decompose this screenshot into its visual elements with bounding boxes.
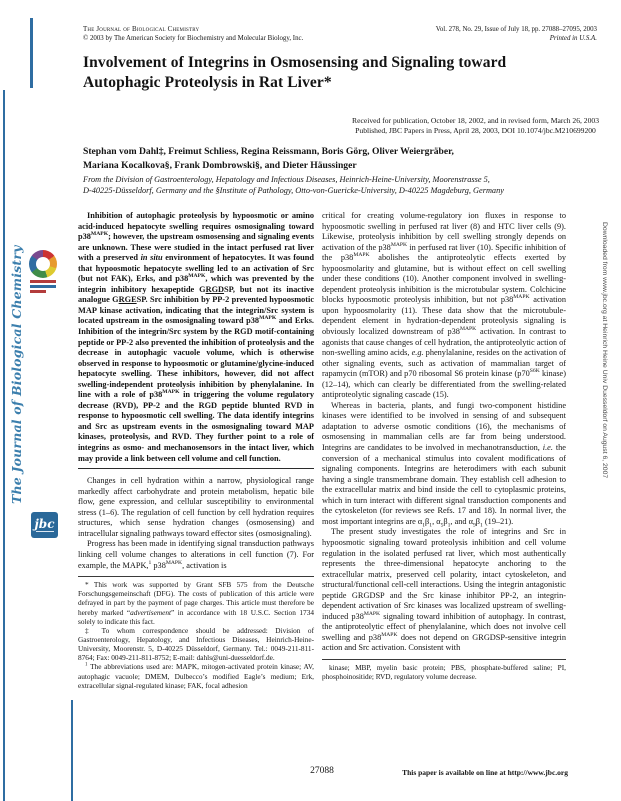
body-paragraph-3: The present study investigates the role of integrins and Src in hypoosmotic signaling toward proteolysis inhibition and cell volume regulation in the isolated perfused rat liver, which most authentically represents the three-dimensional hepatocyte anchoring to the extracellular matrix, preserved cell polarity, intact cytoskeleton, and structural/functional cell-cell interactions. Using the integrin antagonistic peptide GRGDSP and the Src kinase inhibitor PP-2, an integrin-dependent activation of Src kinases was localized upstream of swelling-induced $p38^{MAPK}$ signaling toward inhibition of autophagy. In contrast, the antiproteolytic effect of phenylalanine, which does not involve cell swelling and $p38^{MAPK}$ does not depend on GRGDSP-sensitive integrin action and Src activation. Consistent with bbox=[322, 527, 566, 653]
download-note: Downloaded from www.jbc.org at Heinrich Heine Univ Duesseldorf on August 6, 2007 bbox=[601, 222, 608, 479]
page-number: 27088 bbox=[310, 766, 334, 776]
left-margin-rule bbox=[3, 90, 5, 801]
jbc-logo bbox=[31, 512, 58, 538]
footnote-divider-rule bbox=[78, 576, 314, 577]
body-paragraph-1: critical for creating volume-regulatory ion fluxes in response to hypoosmotic swelling in perfused rat liver (8) and HTC liver cells (9). Likewise, proteolysis inhibition by cell swelling strongly depends on activation of the $p38^{MAPK}$ in perfused rat liver (10). Specific inhibition of the $p38^{MAPK}$ abolishes the antiproteolytic effects exerted by hypoosmolarity and glutamine, but is without effect on cell swelling under these conditions (10). Another component involved in swelling-dependent proteolysis inhibition is the microtubular system. Colchicine blocks hypoosmotic proteolysis inhibition, but not $p38^{MAPK}$ activation upon hypoosmolarity (11). These data show that the microtubule-dependent element in hydration-dependent proteolysis signaling is obviously localized downstream of $p38^{MAPK}$ activation. In contrast to agonists that cause changes of cell hydration, the antiproteolytic action of non-swelling amino acids, e.g. phenylalanine, resides on the activation of other signaling events, such as activation of mammalian target of rapamycin (mTOR) and p70 ribosomal S6 protein kinase ($p70^{S6K}$ kinase) (12–14), which can clearly be differentiated from the swelling-related antiproteolytic signaling cascade (15). bbox=[322, 211, 567, 400]
asbmb-centennial-logo bbox=[27, 250, 59, 310]
bottom-left-rule bbox=[71, 700, 73, 801]
journal-header-right bbox=[436, 26, 597, 44]
journal-name: The Journal of Biological Chemistry bbox=[83, 26, 200, 33]
author-line-2: Mariana Kocalkova§, Frank Dombrowski§, and Dieter Häussinger bbox=[83, 159, 357, 171]
footnotes-left bbox=[78, 580, 314, 690]
printed-line: Printed in U.S.A. bbox=[549, 34, 597, 42]
article-title bbox=[83, 53, 506, 92]
footnote-abbreviations: $^1$ The abbreviations used are: MAPK, mitogen-activated protein kinase; AV, autophagic vacuole; DMEM, Dulbecco’s modified Eagle’s medium; Erk, extracellular signal-regulated kinase; FAK, focal adhesion bbox=[78, 662, 314, 690]
article-title-line-2: Autophagic Proteolysis in Rat Liver* bbox=[83, 73, 332, 91]
intro-paragraph-1: Changes in cell hydration within a narrow, physiological range markedly affect carbohydrate and protein metabolism, hepatic bile flow, gene expression, and cellular susceptibility to environmental stress (1–6). The regulation of cell function by cell hydration requires structures, which sense hydration changes (osmosensing) and intracellular signaling pathways toward effector sites (osmosignaling). bbox=[78, 476, 314, 538]
article-title-line-1: Involvement of Integrins in Osmosensing and Signaling toward bbox=[83, 54, 507, 71]
affiliation-line-1: From the Division of Gastroenterology, Hepatology and Infectious Diseases, Heinrich-Heine-University, Moorenstrasse 5, bbox=[83, 175, 490, 184]
journal-header-left bbox=[83, 26, 303, 44]
received-block bbox=[352, 116, 599, 136]
header-accent-rule bbox=[30, 18, 33, 88]
footnote-divider-rule-right bbox=[322, 659, 566, 660]
availability-note: This paper is available on line at http://www.jbc.org bbox=[402, 768, 568, 777]
right-column bbox=[322, 211, 566, 681]
left-column bbox=[78, 211, 314, 690]
footnote-grant: * This work was supported by Grant SFB 575 from the Deutsche Forschungsgemeinschaft (DFG). The costs of publication of this article were defrayed in part by the payment of page charges. This article must therefore be hereby marked “advertisement” in accordance with 18 U.S.C. Section 1734 solely to indicate this fact. bbox=[78, 580, 314, 626]
body-paragraph-2: Whereas in bacteria, plants, and fungi two-component histidine kinases were identified to be involved in sensing of and subsequent adaptation to adverse osmotic conditions (16), the mechanisms of osmosensing in mammalian cells are far from being understood. Integrins are candidates to be involved in mechanotransduction, i.e. the conversion of a mechanical stimulus into covalent modifications of signaling components. Integrins are heterodimers with each subunit having a single transmembrane domain. They establish cell adhesion to the extracellular matrix and bind inside the cell to cytoplasmic proteins, which in turn interact with different signal transduction components and the cytoskeleton (for reviews see Refs. 17 and 18). In normal liver, the most important integrins are $\alpha_1\beta_1$, $\alpha_5\beta_1$, and $\alpha_9\beta_1$ (19–21). bbox=[322, 400, 566, 529]
received-line: Received for publication, October 18, 2002, and in revised form, March 26, 2003 bbox=[352, 116, 599, 125]
copyright-line: © 2003 by The American Society for Biochemistry and Molecular Biology, Inc. bbox=[83, 34, 304, 42]
journal-vertical-title: The Journal of Biological Chemistry bbox=[9, 245, 24, 504]
volume-line: Vol. 278, No. 29, Issue of July 18, pp. 27088–27095, 2003 bbox=[435, 26, 597, 33]
abstract: Inhibition of autophagic proteolysis by hypoosmotic or amino acid-induced hepatocyte swelling requires osmosignaling toward $p38^{MAPK}$; however, the upstream osmosensing and signaling events are unknown. These were studied in the intact perfused rat liver with a preserved in situ environment of hepatocytes. It was found that hypoosmotic hepatocyte swelling led to an activation of Src (but not FAK), Erks, and $p38^{MAPK}$, which was prevented by the integrin inhibitory hexapeptide GRGDSP, but not its inactive analogue GRGESP. Src inhibition by PP-2 prevented hypoosmotic MAP kinase activation, indicating that the integrin/Src system is located upstream in the osmosignaling toward $p38^{MAPK}$ and Erks. Inhibition of the integrin/Src system by the RGD motif-containing peptide or PP-2 also prevented the inhibition of proteolysis and the decrease in autophagic vacuole volume, which is otherwise observed in response to hypoosmotic or glutamine/glycine-induced hepatocyte swelling. These inhibitors, however, did not affect swelling-independent proteolysis inhibition by phenylalanine. In line with a role of $p38^{MAPK}$ in triggering the volume regulatory decrease (RVD), PP-2 and the RGD peptide blunted RVD in response to hypoosmotic cell swelling. The data identify integrins and Src as upstream events in the osmosignaling toward MAP kinases, proteolysis, and RVD. They further point to a role of integrins as osmo- and mechanosensors in the intact liver, which may provide a link between cell volume and cell function. bbox=[78, 211, 315, 463]
author-list bbox=[83, 145, 454, 172]
footnote-abbreviations-continued: kinase; MBP, myelin basic protein; PBS, phosphate-buffered saline; PI, phosphoinositide; RVD, regulatory volume decrease. bbox=[322, 662, 566, 682]
centennial-ring-icon bbox=[29, 250, 57, 278]
footnote-correspondence: ‡ To whom correspondence should be addressed: Division of Gastroenterology, Hepatology, and Infectious Diseases, Heinrich-Heine-University, Moorenstr. 5, D-40225 Düsseldorf, Germany. Tel.: 0049-211-811-8764; Fax: 0049-211-811-8752; E-mail: dahls@uni-duesseldorf.de. bbox=[78, 625, 314, 663]
intro-paragraph-2: Progress has been made in identifying signal transduction pathways linking cell volume changes to alterations in cell function (7). For example, the MAPK,$^1$ $p38^{MAPK}$, activation is bbox=[78, 539, 314, 570]
abstract-divider-rule bbox=[78, 468, 314, 469]
published-line: Published, JBC Papers in Press, April 28, 2003, DOI 10.1074/jbc.M210699200 bbox=[355, 126, 596, 135]
affiliation-line-2: D-40225-Düsseldorf, Germany and the §Institute of Pathology, Otto-von-Guericke-University, D-40225 Magdeburg, Germany bbox=[83, 185, 504, 195]
author-line-1: Stephan vom Dahl‡, Freimut Schliess, Regina Reissmann, Boris Görg, Oliver Weiergräber, bbox=[83, 146, 454, 157]
jbc-logo-underline bbox=[36, 531, 54, 532]
jbc-logo-text: jbc bbox=[34, 516, 55, 531]
footnotes-right bbox=[322, 663, 566, 681]
affiliation bbox=[83, 175, 504, 196]
